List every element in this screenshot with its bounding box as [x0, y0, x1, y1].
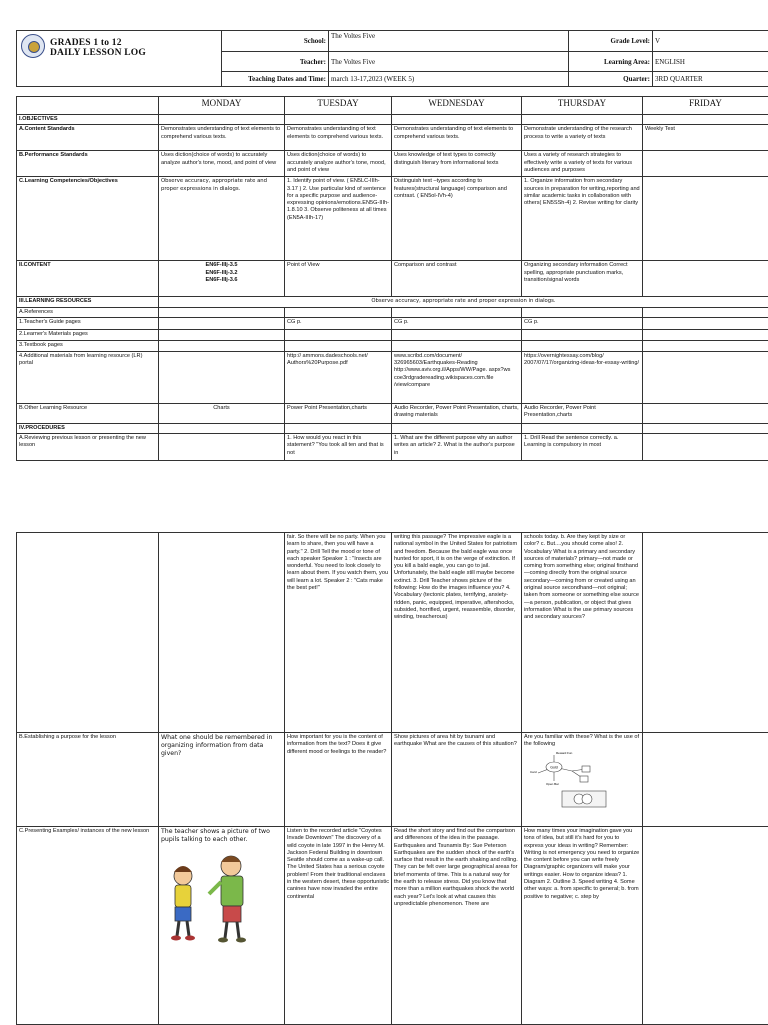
content-standards-wed: Demonstrates understanding of text elements to comprehend various texts.	[392, 125, 522, 151]
teacher-value: The Voltes Five	[329, 52, 569, 72]
dates-value: march 13-17,2023 (WEEK 5)	[329, 72, 569, 87]
title-line-1: GRADES 1 to 12	[50, 38, 146, 48]
performance-standards-wed: Uses knowledge of text types to correctly distinguish literary from informational texts	[392, 151, 522, 177]
purpose-wed: Show pictures of area hit by tsunami and earthquake What are the causes of this situation?	[392, 733, 522, 827]
competencies-thu: 1. Organize information from secondary sources in preparation for writing,reporting and similar academic tasks in collaboration with others( EN5SSh-4) 2. Revise writing for clarity	[522, 177, 643, 261]
tg-pages-thu: CG p.	[522, 317, 643, 329]
other-lr-label: B.Other Learning Resource	[17, 403, 159, 423]
purpose-mon: What one should be remembered in organizing information from data given?	[159, 733, 285, 827]
continued-tue: fair. So there will be no party. When you learn to share, then you will have a party." 2. Drill Tell the mood or tone of each speaker Speaker 1 : "Insects are wonderful. You need to look closely to learn about them. If you watch them, you will learn a lot. Speaker 2 : "Cats make the best pet!"	[285, 533, 392, 733]
day-wednesday: WEDNESDAY	[392, 97, 522, 115]
other-lr-mon: Charts	[159, 403, 285, 423]
lm-pages-label: 2.Learner's Materials pages	[17, 329, 159, 340]
code-2: EN6F-IIIj-3.2	[161, 270, 282, 277]
reviewing-thu: 1. Drill Read the sentence correctly. a. Learning is compulsory in most	[522, 434, 643, 461]
area-label: Learning Area:	[569, 52, 653, 72]
graphic-organizer-diagrams	[524, 749, 624, 809]
form-title	[50, 38, 146, 58]
competencies-tue: 1. Identify point of view. ( EN5LC-IIIh-3.17 ) 2. Use particular kind of sentence for a specific purpose and audience-expressing opinions/emotions.EN5G-IIIh-1.8.10 3. Observe politeness at all times (EN5A-IIIh-17)	[285, 177, 392, 261]
logo-cell	[17, 31, 222, 87]
content-mon	[159, 261, 285, 297]
day-thursday: THURSDAY	[522, 97, 643, 115]
other-lr-wed: Audio Recorder, Power Point Presentation, charts, drawing materials	[392, 403, 522, 423]
lr-portal-label: 4.Additional materials from learning resource (LR) portal	[17, 351, 159, 403]
competencies-label: C.Learning Competencies/Objectives	[17, 177, 159, 261]
school-label: School:	[222, 31, 329, 52]
day-monday: MONDAY	[159, 97, 285, 115]
continued-wed: writing this passage? The impressive eagle is a national symbol in the United States for patriotism and freedom. Because the bald eagle was once hunted for sport, it is on the verge of extinction. If you kill a bald eagle, you can go to jail. Unfortunately, the bald eagle still maybe become extinct. 3. Drill Teacher shows picture of the following: How do the images influence you? 4. Vocabulary (tectonic plates, terrifying, anxiety-ridden, panic, equipped, imperative, aftershocks, subsided, horrified, urgent, reassemble, disorder, winding, treacherous)	[392, 533, 522, 733]
grade-label: Grade Level:	[569, 31, 653, 52]
header-table	[16, 30, 768, 87]
performance-standards-mon: Uses diction(choice of words) to accurately analyze author's tone, mood, and point of view	[159, 151, 285, 177]
code-3: EN6F-IIIj-3.6	[161, 277, 282, 284]
examples-mon	[159, 827, 285, 1025]
content-standards-thu: Demonstrate understanding of the research process to write a variety of texts	[522, 125, 643, 151]
resources-heading: III.LEARNING RESOURCES	[17, 297, 159, 307]
grade-value: V	[653, 31, 768, 52]
mindmap-box-2	[580, 776, 588, 782]
pupil-left-figure	[171, 866, 195, 941]
competencies-wed: Distinguish text –types according to features(structural language) comparison and contrast. ( EN5ol-IVh-4)	[392, 177, 522, 261]
reviewing-label: A.Reviewing previous lesson or presenting the new lesson	[17, 434, 159, 461]
reviewing-tue: 1. How would you react in this statement? "You took all ten and that is not	[285, 434, 392, 461]
procedures-heading: IV.PROCEDURES	[17, 423, 159, 433]
school-value: The Voltes Five	[329, 31, 569, 52]
corner-cell	[17, 97, 159, 115]
lr-portal-thu: https://overnightessay.com/blog/ 2007/07/17/organizing-ideas-for-essay-writing/	[522, 351, 643, 403]
lr-portal-tue: http:// ammons.dadeschools.net/ Authors%20Purpose.pdf	[285, 351, 392, 403]
quarter-value: 3RD QUARTER	[653, 72, 768, 87]
pupil-right-figure	[209, 856, 246, 943]
teacher-label: Teacher:	[222, 52, 329, 72]
quarter-label: Quarter:	[569, 72, 653, 87]
mindmap-center-label: Gold	[550, 765, 557, 769]
content-wed: Comparison and contrast	[392, 261, 522, 297]
examples-mon-text: The teacher shows a picture of two pupils talking to each other.	[161, 828, 282, 844]
reviewing-wed: 1. What are the different purpose why an author writes an article? 2. What is the author's purpose in	[392, 434, 522, 461]
content-tue: Point of View	[285, 261, 392, 297]
day-friday: FRIDAY	[643, 97, 768, 115]
lesson-log-table-continued	[16, 532, 768, 1025]
performance-standards-thu: Uses a variety of research strategies to effectively write a variety of texts for various audiences and purposes	[522, 151, 643, 177]
other-lr-tue: Power Point Presentation,charts	[285, 403, 392, 423]
code-1: EN6F-IIIj-3.5	[161, 262, 282, 269]
tg-pages-tue: CG p.	[285, 317, 392, 329]
tg-pages-wed: CG p.	[392, 317, 522, 329]
examples-wed: Read the short story and find out the comparison and differences of the idea in the passage. Earthquakes and Tsunamis By: Sue Peterson Earthquakes are the sudden shock of the earth's surface that result in the earth shaking and rolling. They can be felt over large geographical areas for brief moments of time. This is a natural way for the earth to release stress. Did you know that more than a million earthquakes shock the world each year? Let's look at what causes this unpredictable phenomenon. There are	[392, 827, 522, 1025]
lr-portal-wed: www.scribd.com/document/ 326965603/Earthquakes-Reading http://www.aviv.org.il/Apps/WW/Page. aspx?ws coe3rdgradereading.wikispaces.com.file /view/compare	[392, 351, 522, 403]
resources-banner: Observe accuracy, appropriate rate and proper expression in dialogs.	[159, 297, 768, 307]
content-standards-label: A.Content Standards	[17, 125, 159, 151]
area-value: ENGLISH	[653, 52, 768, 72]
examples-tue: Listen to the recorded article "Coyotes Invade Downtown" The discovery of a wild coyote in late 1997 in the Henry M. Jackson Federal Building in downtown Seattle should come as a wake-up call. The United States has a serious coyote problem! From their traditional enclaves in the western desert, these opportunistic canines have now invaded the entire continental	[285, 827, 392, 1025]
dates-label: Teaching Dates and Time:	[222, 72, 329, 87]
content-standards-mon: Demonstrates understanding of text elements to comprehend various texts.	[159, 125, 285, 151]
content-label: II.CONTENT	[17, 261, 159, 297]
title-line-2: DAILY LESSON LOG	[50, 48, 146, 58]
mindmap-left-label: Card	[530, 770, 537, 774]
performance-standards-tue: Uses diction(choice of words) to accurately analyze author's tone, mood, and point of view	[285, 151, 392, 177]
mindmap-top-label: Reward Fun	[556, 751, 573, 755]
purpose-tue: How important for you is the content of information from the text? Does it give different mood or feelings to the reader?	[285, 733, 392, 827]
content-standards-fri: Weekly Test	[643, 125, 768, 151]
two-pupils-talking-image	[161, 848, 271, 948]
performance-standards-label: B.Performance Standards	[17, 151, 159, 177]
objectives-heading: I.OBJECTIVES	[17, 115, 159, 125]
purpose-thu-text: Are you familiar with these? What is the use of the following	[524, 734, 640, 749]
examples-thu: How many times your imagination gave you tons of idea, but still it's hard for you to express your ideas in writing? Remember: Writing is not emergency you need to organize the content before you can write freely Diagram/graphic organizers will make your writings easier. How to organize ideas? 1. Diagram 2. Outline 3. Speed writing 4. Some other ways: a. from specific to general; b. from positive to negative; c. step by	[522, 827, 643, 1025]
lesson-log-table	[16, 96, 768, 461]
purpose-label: B.Establishing a purpose for the lesson	[17, 733, 159, 827]
mindmap-bottom-label: Open Bar	[546, 782, 559, 786]
tb-pages-label: 3.Textbook pages	[17, 340, 159, 351]
other-lr-thu: Audio Recorder, Power Point Presentation,charts	[522, 403, 643, 423]
tg-pages-label: 1.Teacher's Guide pages	[17, 317, 159, 329]
examples-label: C.Presenting Examples/ instances of the new lesson	[17, 827, 159, 1025]
content-thu: Organizing secondary information Correct spelling, appropriate punctuation marks, transition/signal words	[522, 261, 643, 297]
content-standards-tue: Demonstrates understanding of text elements to comprehend various texts.	[285, 125, 392, 151]
mindmap-box-1	[582, 766, 590, 772]
continued-thu: schools today. b. Are they kept by size or color? c. But....you should come also! 2. Vocabulary What is a primary and secondary sources of materials? primary—not made or coming from something else; original firsthand—coming directly from the original source secondary—coming from or created using an original source secondhand—not original; taken from someone or something else source—a person, publication, or object that gives information What is the use primary sources and secondary sources?	[522, 533, 643, 733]
purpose-thu	[522, 733, 643, 827]
competencies-mon: Observe accuracy, appropriate rate and proper expressions in dialogs.	[159, 177, 285, 261]
references-label: A.References	[17, 307, 159, 317]
day-tuesday: TUESDAY	[285, 97, 392, 115]
deped-seal-icon	[21, 34, 45, 58]
